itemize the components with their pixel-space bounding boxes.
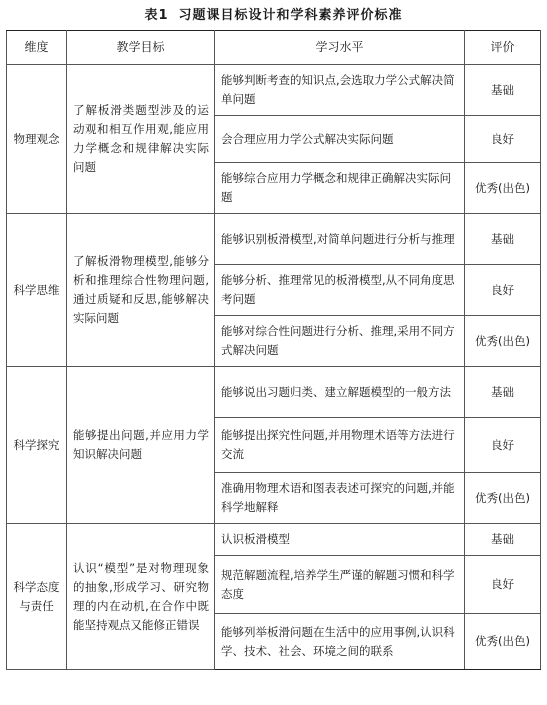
- header-row: [7, 31, 541, 65]
- table-title: 习题课目标设计和学科素养评价标准: [178, 8, 403, 23]
- dimension-cell: 科学态度与责任: [7, 524, 67, 670]
- level-cell: 能够提出探究性问题,并用物理术语等方法进行交流: [215, 418, 465, 473]
- header-goal: 教学目标: [67, 31, 215, 65]
- table-row: [7, 367, 541, 418]
- table-caption: [0, 4, 547, 23]
- level-cell: 能够列举板滑问题在生活中的应用事例,认识科学、技术、社会、环境之间的联系: [215, 614, 465, 670]
- level-cell: 能够对综合性问题进行分析、推理,采用不同方式解决问题: [215, 316, 465, 367]
- level-cell: 能够判断考查的知识点,会选取力学公式解决简单问题: [215, 65, 465, 116]
- evaluation-table: [6, 30, 541, 670]
- level-cell: 会合理应用力学公式解决实际问题: [215, 116, 465, 163]
- dimension-cell: 科学探究: [7, 367, 67, 524]
- goal-cell: 了解板滑物理模型,能够分析和推理综合性物理问题,通过质疑和反思,能够解决实际问题: [67, 214, 215, 367]
- header-dimension: 维度: [7, 31, 67, 65]
- rating-cell: 优秀(出色): [465, 614, 541, 670]
- goal-cell: 了解板滑类题型涉及的运动观和相互作用观,能应用力学概念和规律解决实际问题: [67, 65, 215, 214]
- rating-cell: 良好: [465, 556, 541, 614]
- rating-cell: 良好: [465, 418, 541, 473]
- rating-cell: 基础: [465, 524, 541, 556]
- table-number: 表1: [144, 8, 169, 23]
- rating-cell: 优秀(出色): [465, 473, 541, 524]
- rating-cell: 基础: [465, 367, 541, 418]
- goal-cell: 能够提出问题,并应用力学知识解决问题: [67, 367, 215, 524]
- table-row: [7, 214, 541, 265]
- rating-cell: 优秀(出色): [465, 316, 541, 367]
- level-cell: 能够分析、推理常见的板滑模型,从不同角度思考问题: [215, 265, 465, 316]
- level-cell: 规范解题流程,培养学生严谨的解题习惯和科学态度: [215, 556, 465, 614]
- rating-cell: 基础: [465, 214, 541, 265]
- header-level: 学习水平: [215, 31, 465, 65]
- level-cell: 能够说出习题归类、建立解题模型的一般方法: [215, 367, 465, 418]
- rating-cell: 基础: [465, 65, 541, 116]
- goal-cell: 认识“模型”是对物理现象的抽象,形成学习、研究物理的内在动机,在合作中既能坚持观点又能修正错误: [67, 524, 215, 670]
- rating-cell: 良好: [465, 116, 541, 163]
- table-row: [7, 65, 541, 116]
- level-cell: 能够综合应用力学概念和规律正确解决实际问题: [215, 163, 465, 214]
- rating-cell: 良好: [465, 265, 541, 316]
- header-rating: 评价: [465, 31, 541, 65]
- rating-cell: 优秀(出色): [465, 163, 541, 214]
- level-cell: 准确用物理术语和图表表述可探究的问题,并能科学地解释: [215, 473, 465, 524]
- level-cell: 能够识别板滑模型,对简单问题进行分析与推理: [215, 214, 465, 265]
- table-row: [7, 524, 541, 556]
- dimension-cell: 物理观念: [7, 65, 67, 214]
- level-cell: 认识板滑模型: [215, 524, 465, 556]
- dimension-cell: 科学思维: [7, 214, 67, 367]
